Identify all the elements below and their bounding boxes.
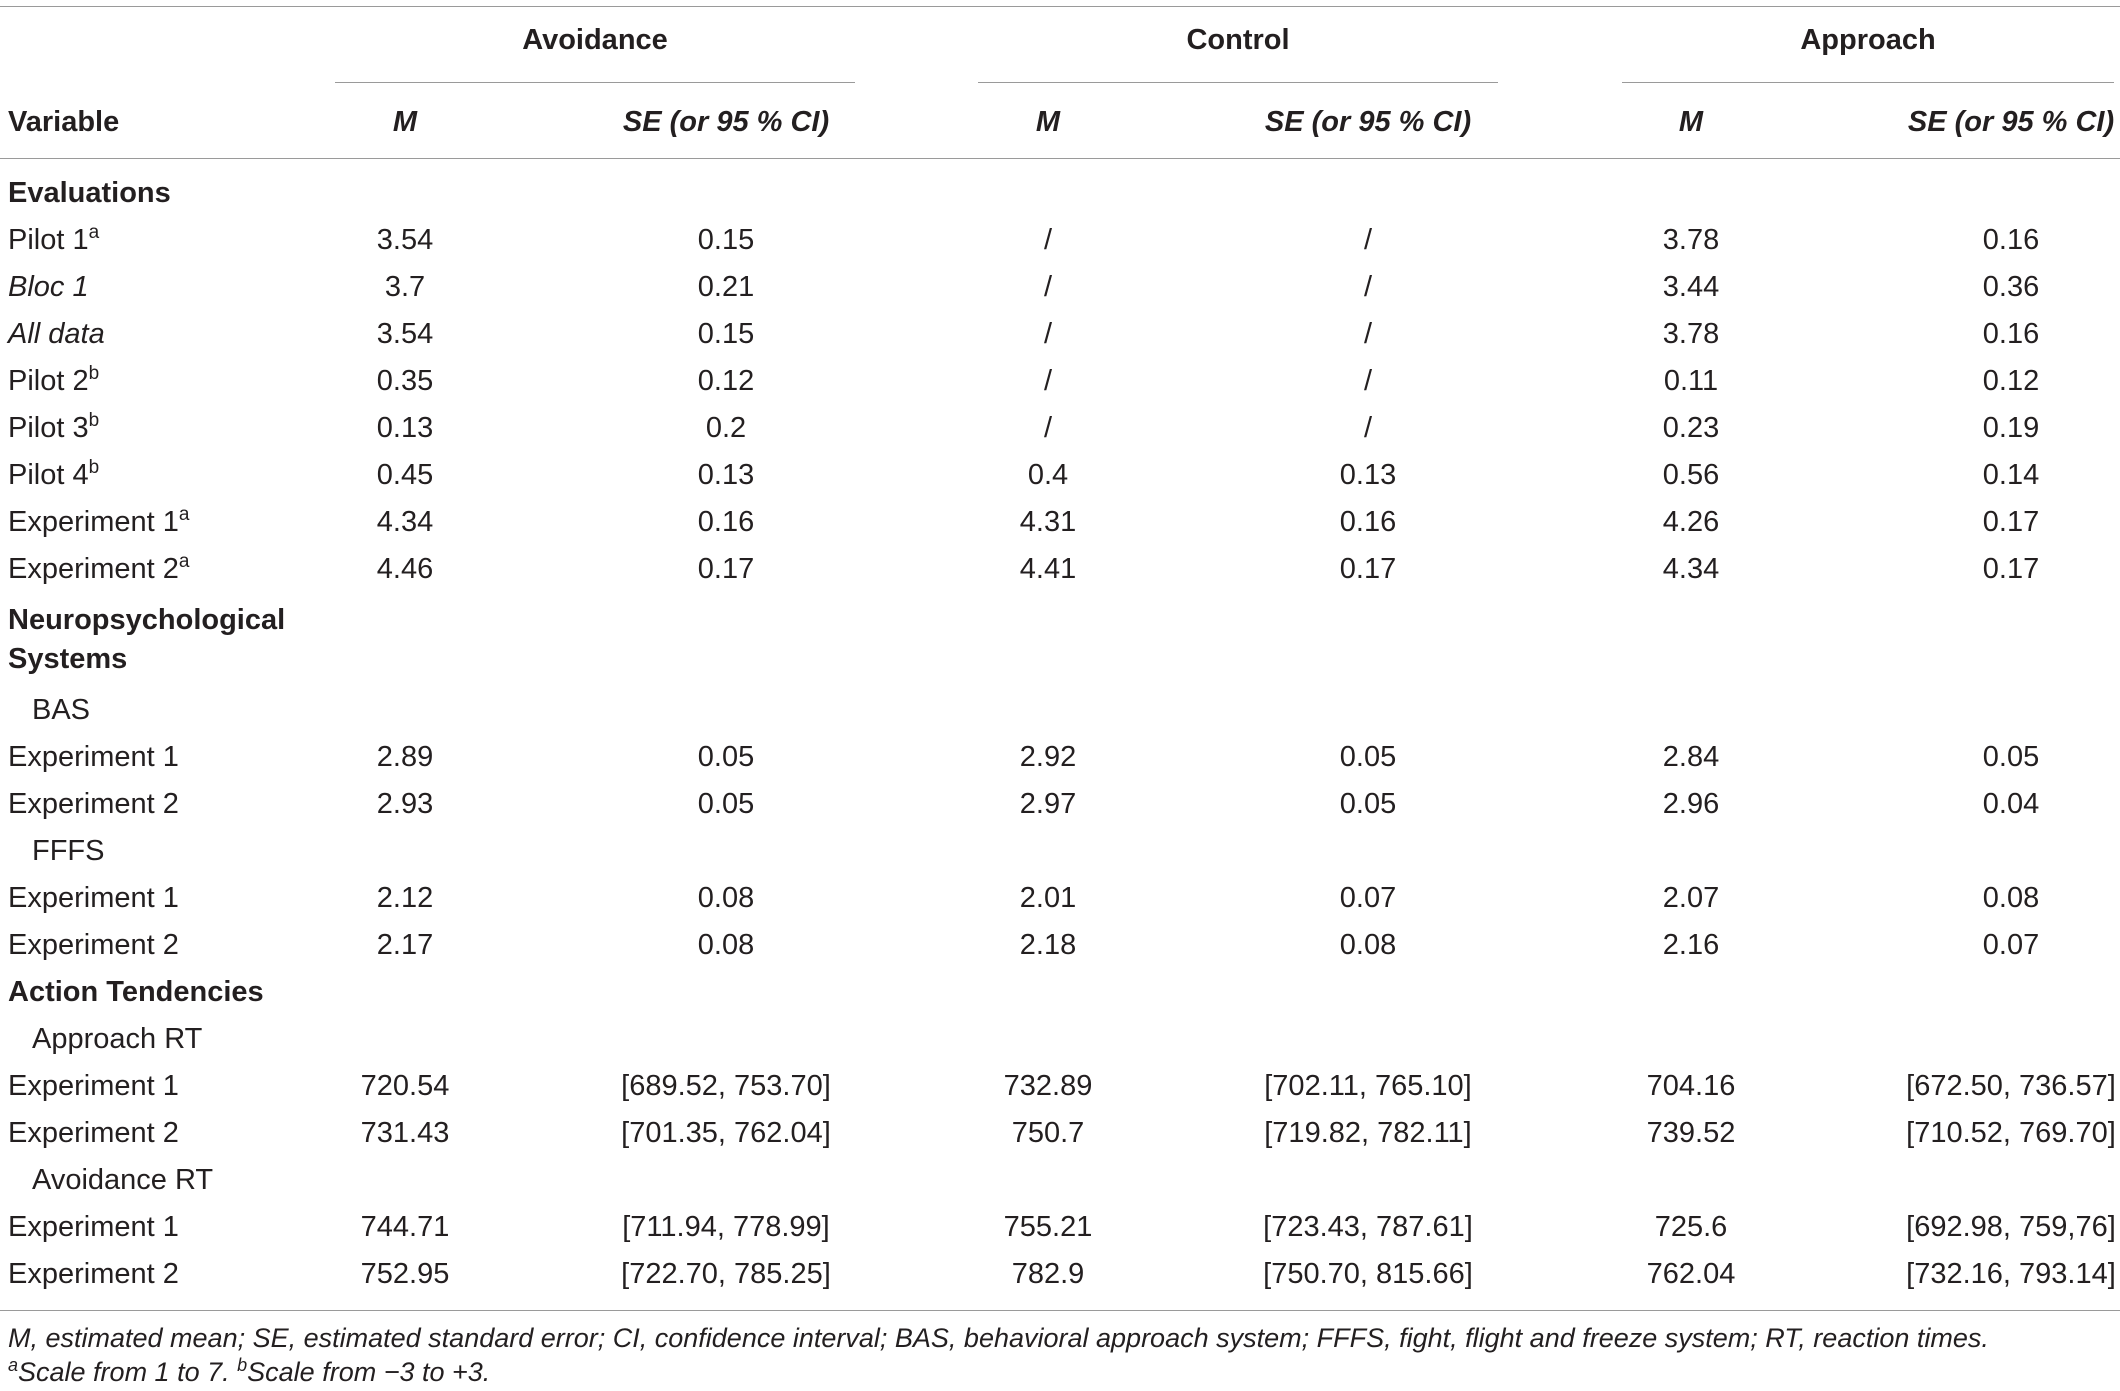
cell: 0.56 xyxy=(1662,459,1720,491)
table-row xyxy=(0,546,2120,593)
subsection-label: Avoidance RT xyxy=(32,1164,214,1196)
cell: 3.54 xyxy=(376,318,434,350)
footnote-marker-a: a xyxy=(8,1355,19,1375)
cell: 720.54 xyxy=(360,1070,450,1102)
cell: [701.35, 762.04] xyxy=(621,1117,831,1149)
cell: 0.08 xyxy=(1982,882,2040,914)
column-header-avoidance-m: M xyxy=(392,106,418,138)
cell: 0.35 xyxy=(376,365,434,397)
cell: 782.9 xyxy=(1011,1258,1085,1290)
cell: 0.15 xyxy=(697,224,755,256)
cell: 732.89 xyxy=(1003,1070,1093,1102)
cell: 2.89 xyxy=(376,741,434,773)
cell: 725.6 xyxy=(1654,1211,1728,1243)
cell: 0.19 xyxy=(1982,412,2040,444)
footnote-b-text: Scale from −3 to +3. xyxy=(247,1357,491,1387)
cell: 752.95 xyxy=(360,1258,450,1290)
group-header-control: Control xyxy=(1186,24,1290,56)
cell: 762.04 xyxy=(1646,1258,1736,1290)
cell: 4.46 xyxy=(376,553,434,585)
table-row xyxy=(0,405,2120,452)
top-rule xyxy=(0,6,2120,7)
table-row xyxy=(0,734,2120,781)
cell: [723.43, 787.61] xyxy=(1263,1211,1473,1243)
table-row xyxy=(0,1063,2120,1110)
subsection-fffs xyxy=(0,828,2120,875)
table-row xyxy=(0,452,2120,499)
cell: / xyxy=(1363,271,1373,303)
table-row xyxy=(0,311,2120,358)
cell: 2.84 xyxy=(1662,741,1720,773)
group-rule-approach xyxy=(1622,82,2114,83)
footnote-marker: b xyxy=(88,363,100,384)
bottom-rule xyxy=(0,1310,2120,1311)
table-row xyxy=(0,1204,2120,1251)
column-header-control-m: M xyxy=(1035,106,1061,138)
cell: 0.16 xyxy=(697,506,755,538)
table-row xyxy=(0,217,2120,264)
cell: 0.12 xyxy=(697,365,755,397)
cell: 2.17 xyxy=(376,929,434,961)
cell: 0.16 xyxy=(1339,506,1397,538)
subsection-bas xyxy=(0,687,2120,734)
cell: 2.12 xyxy=(376,882,434,914)
cell: / xyxy=(1363,318,1373,350)
cell: 3.7 xyxy=(384,271,426,303)
cell: 3.54 xyxy=(376,224,434,256)
cell: 0.13 xyxy=(376,412,434,444)
cell: 2.07 xyxy=(1662,882,1720,914)
group-rule-control xyxy=(978,82,1498,83)
cell: 0.23 xyxy=(1662,412,1720,444)
row-label: Pilot 1 xyxy=(8,224,89,256)
cell: 731.43 xyxy=(360,1117,450,1149)
row-label: Experiment 2 xyxy=(8,1258,179,1290)
table-row xyxy=(0,1251,2120,1298)
cell: 0.15 xyxy=(697,318,755,350)
footnote-marker-b: b xyxy=(237,1355,248,1375)
group-header-avoidance: Avoidance xyxy=(522,24,668,56)
cell: [722.70, 785.25] xyxy=(621,1258,831,1290)
cell: 0.05 xyxy=(697,788,755,820)
table-row xyxy=(0,875,2120,922)
cell: 0.08 xyxy=(697,929,755,961)
cell: 2.97 xyxy=(1019,788,1077,820)
subsection-avoidance-rt xyxy=(0,1157,2120,1204)
cell: 3.78 xyxy=(1662,318,1720,350)
cell: 2.01 xyxy=(1019,882,1077,914)
cell: / xyxy=(1363,224,1373,256)
section-label: Action Tendencies xyxy=(8,976,264,1008)
cell: 0.21 xyxy=(697,271,755,303)
cell: / xyxy=(1363,365,1373,397)
subsection-label: Approach RT xyxy=(32,1023,203,1055)
footnote-a-text: Scale from 1 to 7. xyxy=(18,1357,230,1387)
group-header-approach: Approach xyxy=(1800,24,1936,56)
cell: / xyxy=(1043,318,1053,350)
column-header-approach-se: SE (or 95 % CI) xyxy=(1907,106,2115,138)
cell: 0.45 xyxy=(376,459,434,491)
cell: 2.16 xyxy=(1662,929,1720,961)
table-footnote xyxy=(8,1321,2114,1389)
table-row xyxy=(0,922,2120,969)
footnote-marker: b xyxy=(88,410,100,431)
cell: 0.07 xyxy=(1339,882,1397,914)
cell: 2.96 xyxy=(1662,788,1720,820)
cell: [711.94, 778.99] xyxy=(622,1211,830,1243)
cell: 0.17 xyxy=(697,553,755,585)
cell: / xyxy=(1043,365,1053,397)
cell: 739.52 xyxy=(1646,1117,1736,1149)
cell: 0.08 xyxy=(1339,929,1397,961)
cell: / xyxy=(1363,412,1373,444)
row-label: Experiment 2 xyxy=(8,929,179,961)
cell: 0.05 xyxy=(1339,741,1397,773)
cell: / xyxy=(1043,412,1053,444)
cell: 4.41 xyxy=(1019,553,1077,585)
footnote-marker: a xyxy=(178,551,190,572)
row-label: Pilot 4 xyxy=(8,459,89,491)
row-label: Experiment 1 xyxy=(8,882,179,914)
cell: 4.26 xyxy=(1662,506,1720,538)
cell: 0.17 xyxy=(1982,553,2040,585)
cell: [719.82, 782.11] xyxy=(1264,1117,1472,1149)
cell: [672.50, 736.57] xyxy=(1906,1070,2116,1102)
cell: 750.7 xyxy=(1011,1117,1085,1149)
cell: 0.13 xyxy=(697,459,755,491)
cell: 0.2 xyxy=(705,412,747,444)
subsection-approach-rt xyxy=(0,1016,2120,1063)
cell: [710.52, 769.70] xyxy=(1906,1117,2116,1149)
cell: 704.16 xyxy=(1646,1070,1736,1102)
row-label: Bloc 1 xyxy=(8,271,89,303)
cell: 0.11 xyxy=(1663,365,1719,397)
subsection-label: BAS xyxy=(32,694,91,726)
row-label: Experiment 2 xyxy=(8,788,179,820)
footnote-abbreviations: M, estimated mean; SE, estimated standard error; CI, confidence interval; BAS, behavioral approach system; FFFS, fight, flight and freeze system; RT, reaction times. xyxy=(8,1323,1989,1353)
row-label: Pilot 3 xyxy=(8,412,89,444)
section-action-tendencies xyxy=(0,969,2120,1016)
footnote-marker: b xyxy=(88,457,100,478)
cell: 0.08 xyxy=(697,882,755,914)
section-label: Evaluations xyxy=(8,177,171,209)
subsection-label: FFFS xyxy=(32,835,105,867)
row-label: Experiment 2 xyxy=(8,1117,179,1149)
cell: 0.12 xyxy=(1982,365,2040,397)
cell: 0.04 xyxy=(1982,788,2040,820)
header-rule xyxy=(0,158,2120,159)
table-row xyxy=(0,358,2120,405)
section-evaluations xyxy=(0,170,2120,217)
cell: 0.13 xyxy=(1339,459,1397,491)
cell: 3.44 xyxy=(1662,271,1720,303)
table-row xyxy=(0,264,2120,311)
cell: [702.11, 765.10] xyxy=(1264,1070,1472,1102)
table-row xyxy=(0,499,2120,546)
row-label: Experiment 2 xyxy=(8,553,179,585)
cell: 0.16 xyxy=(1982,224,2040,256)
row-label: Pilot 2 xyxy=(8,365,89,397)
cell: 0.17 xyxy=(1982,506,2040,538)
cell: 0.05 xyxy=(1339,788,1397,820)
table-row xyxy=(0,1110,2120,1157)
cell: 744.71 xyxy=(360,1211,450,1243)
cell: 0.4 xyxy=(1027,459,1069,491)
row-label: Experiment 1 xyxy=(8,1211,179,1243)
column-header-avoidance-se: SE (or 95 % CI) xyxy=(622,106,830,138)
cell: 0.16 xyxy=(1982,318,2040,350)
cell: 2.18 xyxy=(1019,929,1077,961)
cell: 755.21 xyxy=(1003,1211,1093,1243)
table-row xyxy=(0,781,2120,828)
footnote-marker: a xyxy=(178,504,190,525)
cell: 0.14 xyxy=(1982,459,2040,491)
cell: [750.70, 815.66] xyxy=(1263,1258,1473,1290)
group-rule-avoidance xyxy=(335,82,855,83)
column-header-variable: Variable xyxy=(8,106,120,138)
row-label: Experiment 1 xyxy=(8,741,179,773)
cell: [689.52, 753.70] xyxy=(621,1070,831,1102)
row-label: Experiment 1 xyxy=(8,1070,179,1102)
row-label: Experiment 1 xyxy=(8,506,179,538)
row-label: All data xyxy=(8,318,105,350)
cell: [692.98, 759,76] xyxy=(1906,1211,2116,1243)
cell: 3.78 xyxy=(1662,224,1720,256)
cell: / xyxy=(1043,224,1053,256)
column-header-control-se: SE (or 95 % CI) xyxy=(1264,106,1472,138)
cell: 0.36 xyxy=(1982,271,2040,303)
cell: 0.05 xyxy=(697,741,755,773)
footnote-marker: a xyxy=(88,222,100,243)
cell: 0.17 xyxy=(1339,553,1397,585)
cell: 0.05 xyxy=(1982,741,2040,773)
cell: 2.93 xyxy=(376,788,434,820)
column-header-approach-m: M xyxy=(1678,106,1704,138)
cell: 4.34 xyxy=(376,506,434,538)
cell: 4.31 xyxy=(1019,506,1077,538)
cell: [732.16, 793.14] xyxy=(1906,1258,2116,1290)
cell: 4.34 xyxy=(1662,553,1720,585)
cell: 2.92 xyxy=(1019,741,1077,773)
cell: / xyxy=(1043,271,1053,303)
cell: 0.07 xyxy=(1982,929,2040,961)
section-neuropsychological-systems: Neuropsychological Systems xyxy=(8,604,286,675)
